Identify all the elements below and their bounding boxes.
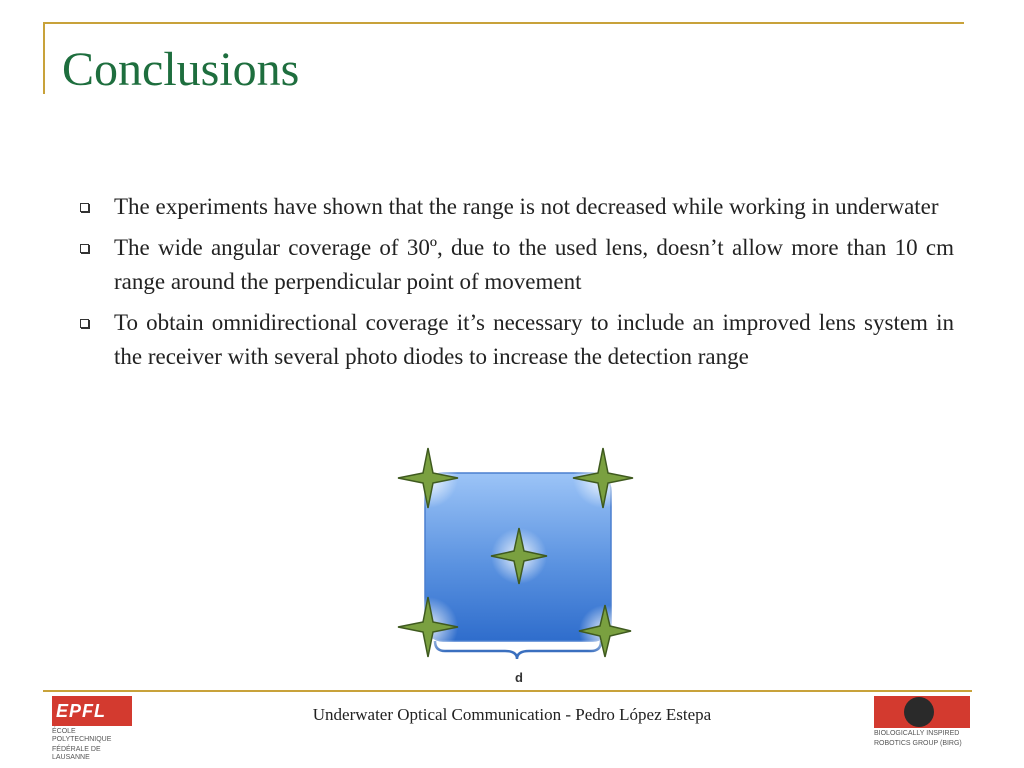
bullet-item (78, 231, 954, 300)
footer-text: Underwater Optical Communication - Pedro López Estepa (312, 705, 712, 724)
title-rule-horizontal (43, 22, 964, 24)
epfl-logo-line1: ÉCOLE POLYTECHNIQUE (52, 728, 112, 743)
bullet-item (78, 306, 954, 375)
birg-logo-line1: BIOLOGICALLY INSPIRED (874, 730, 960, 737)
epfl-logo-mark: EPFL (52, 696, 132, 726)
distance-brace (435, 641, 601, 659)
star-marker-icon (579, 605, 631, 657)
star-marker-icon (398, 448, 458, 508)
bullet-square-icon (80, 319, 89, 328)
bullet-list (78, 190, 954, 381)
coverage-diagram (395, 445, 640, 690)
bullet-item (78, 190, 954, 225)
bullet-text: The experiments have shown that the range is not decreased while working in underwater (114, 194, 939, 219)
birg-logo-mark (874, 696, 970, 728)
distance-label: d (515, 670, 523, 685)
footer-rule (43, 690, 972, 692)
epfl-logo-line2: FÉDÉRALE DE LAUSANNE (52, 746, 101, 761)
bullet-square-icon (80, 203, 89, 212)
star-marker-icon (398, 597, 458, 657)
title-rule-vertical (43, 22, 45, 94)
star-marker-icon (491, 528, 547, 584)
slide-title: Conclusions (62, 43, 300, 96)
birg-logo-line2: ROBOTICS GROUP (BIRG) (874, 740, 962, 747)
star-marker-icon (573, 448, 633, 508)
bullet-text: The wide angular coverage of 30º, due to the used lens, doesn’t allow more than 10 cm range around the perpendicular point of movement (114, 234, 954, 294)
birg-logo (874, 696, 974, 748)
birg-logo-emblem-icon (904, 697, 934, 727)
bullet-square-icon (80, 244, 89, 253)
bullet-text: To obtain omnidirectional coverage it’s necessary to include an improved lens system in the receiver with several photo diodes to increase the detection range (114, 309, 954, 369)
coverage-diagram-svg (395, 445, 640, 690)
